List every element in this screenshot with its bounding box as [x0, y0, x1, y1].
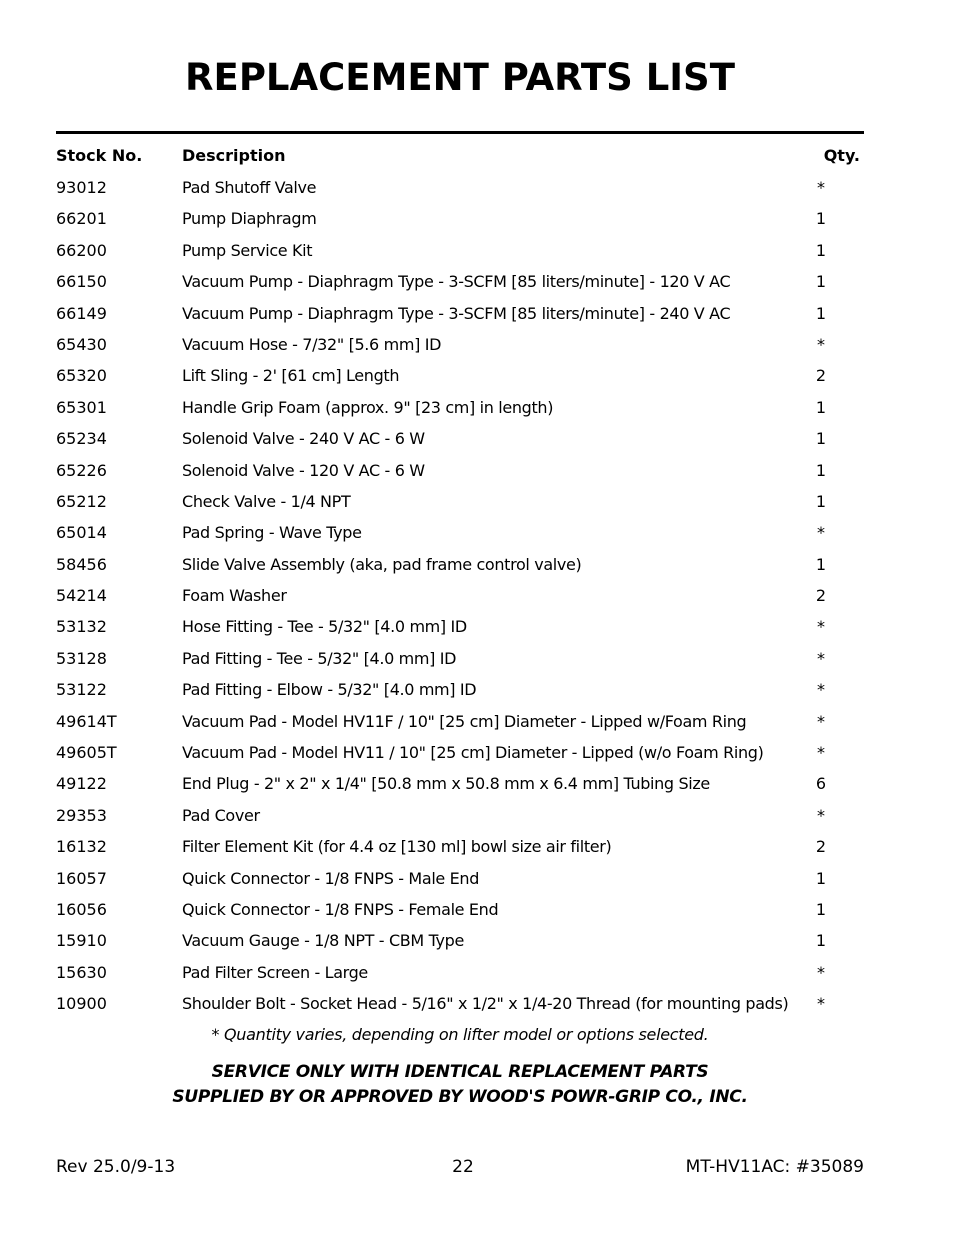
part-quantity: 1: [815, 429, 827, 449]
part-quantity: 6: [815, 774, 827, 794]
part-description: Pad Shutoff Valve: [182, 178, 317, 197]
stock-number: 66150: [56, 272, 107, 292]
part-quantity: 1: [815, 491, 827, 511]
part-description: Foam Washer: [182, 586, 287, 606]
column-header-stock: Stock No.: [56, 146, 143, 165]
part-quantity: 2: [815, 586, 827, 606]
stock-number: 16056: [56, 899, 107, 919]
stock-number: 65234: [56, 429, 107, 449]
part-quantity: *: [817, 523, 825, 543]
stock-number: 15910: [56, 931, 107, 951]
stock-number: 15630: [56, 962, 107, 982]
part-quantity: *: [817, 648, 825, 668]
table-row: [56, 486, 864, 517]
part-description: Pad Cover: [182, 805, 260, 825]
part-quantity: 1: [815, 931, 827, 951]
part-quantity: *: [817, 680, 825, 700]
table-row: [56, 643, 864, 674]
column-header-description: Description: [182, 146, 286, 165]
service-notice-line-1: SERVICE ONLY WITH IDENTICAL REPLACEMENT PARTS: [211, 1062, 709, 1082]
stock-number: 53128: [56, 648, 107, 668]
table-row: [56, 392, 864, 423]
part-description: Filter Element Kit (for 4.4 oz [130 ml] bowl size air filter): [182, 837, 612, 857]
table-row: [56, 203, 864, 234]
table-row: [56, 800, 864, 831]
part-description: Handle Grip Foam (approx. 9" [23 cm] in length): [182, 397, 554, 417]
table-row: [56, 957, 864, 988]
part-quantity: 2: [815, 837, 827, 857]
stock-number: 29353: [56, 805, 107, 825]
part-quantity: 1: [815, 303, 827, 323]
stock-number: 49122: [56, 774, 107, 794]
part-quantity: 1: [815, 240, 827, 260]
table-row: [56, 611, 864, 642]
header-divider: [56, 131, 864, 134]
part-quantity: *: [817, 617, 825, 637]
stock-number: 65212: [56, 491, 107, 511]
stock-number: 49614T: [56, 711, 117, 731]
part-description: Pad Spring - Wave Type: [182, 523, 362, 543]
part-description: Pad Fitting - Elbow - 5/32" [4.0 mm] ID: [182, 680, 477, 700]
stock-number: 53132: [56, 617, 107, 637]
table-row: [56, 737, 864, 768]
part-quantity: 1: [815, 397, 827, 417]
part-description: Pump Service Kit: [182, 240, 313, 260]
part-description: End Plug - 2" x 2" x 1/4" [50.8 mm x 50.8 mm x 6.4 mm] Tubing Size: [182, 774, 710, 794]
part-quantity: 1: [815, 460, 827, 480]
part-description: Vacuum Gauge - 1/8 NPT - CBM Type: [182, 931, 464, 951]
part-description: Solenoid Valve - 240 V AC - 6 W: [182, 429, 425, 449]
table-row: [56, 329, 864, 360]
table-row: [56, 423, 864, 454]
part-description: Quick Connector - 1/8 FNPS - Male End: [182, 868, 479, 888]
stock-number: 93012: [56, 178, 107, 197]
table-row: [56, 235, 864, 266]
part-quantity: 1: [815, 554, 827, 574]
page-title: REPLACEMENT PARTS LIST: [185, 56, 735, 99]
table-row: [56, 674, 864, 705]
part-quantity: *: [817, 962, 825, 982]
table-row: [56, 580, 864, 611]
stock-number: 66200: [56, 240, 107, 260]
table-row: [56, 266, 864, 297]
table-row: [56, 768, 864, 799]
stock-number: 65014: [56, 523, 107, 543]
footer-page-number: 22: [452, 1157, 474, 1177]
part-quantity: 1: [815, 272, 827, 292]
part-quantity: *: [817, 178, 825, 197]
table-row: [56, 706, 864, 737]
part-quantity: *: [817, 805, 825, 825]
part-quantity: 1: [815, 899, 827, 919]
part-description: Lift Sling - 2' [61 cm] Length: [182, 366, 400, 386]
table-row: [56, 455, 864, 486]
table-row: [56, 831, 864, 862]
table-row: [56, 172, 864, 203]
stock-number: 65430: [56, 334, 107, 354]
stock-number: 10900: [56, 994, 107, 1014]
stock-number: 65301: [56, 397, 107, 417]
part-quantity: *: [817, 743, 825, 763]
stock-number: 53122: [56, 680, 107, 700]
stock-number: 66149: [56, 303, 107, 323]
footer-document-id: MT-HV11AC: #35089: [685, 1157, 864, 1177]
part-description: Pump Diaphragm: [182, 209, 317, 229]
stock-number: 58456: [56, 554, 107, 574]
part-description: Vacuum Hose - 7/32" [5.6 mm] ID: [182, 334, 442, 354]
part-description: Quick Connector - 1/8 FNPS - Female End: [182, 899, 499, 919]
part-description: Pad Filter Screen - Large: [182, 962, 368, 982]
stock-number: 65226: [56, 460, 107, 480]
stock-number: 54214: [56, 586, 107, 606]
quantity-footnote: * Quantity varies, depending on lifter model or options selected.: [211, 1025, 709, 1044]
part-description: Solenoid Valve - 120 V AC - 6 W: [182, 460, 425, 480]
stock-number: 16057: [56, 868, 107, 888]
part-description: Vacuum Pad - Model HV11F / 10" [25 cm] Diameter - Lipped w/Foam Ring: [182, 711, 747, 731]
part-description: Vacuum Pump - Diaphragm Type - 3-SCFM [85 liters/minute] - 120 V AC: [182, 272, 731, 292]
part-quantity: *: [817, 711, 825, 731]
table-row: [56, 894, 864, 925]
table-row: [56, 988, 864, 1019]
table-row: [56, 549, 864, 580]
part-description: Vacuum Pad - Model HV11 / 10" [25 cm] Diameter - Lipped (w/o Foam Ring): [182, 743, 764, 763]
table-row: [56, 925, 864, 956]
part-description: Check Valve - 1/4 NPT: [182, 491, 351, 511]
service-notice-line-2: SUPPLIED BY OR APPROVED BY WOOD'S POWR-GRIP CO., INC.: [172, 1087, 748, 1107]
stock-number: 66201: [56, 209, 107, 229]
table-row: [56, 298, 864, 329]
table-row: [56, 360, 864, 391]
part-description: Pad Fitting - Tee - 5/32" [4.0 mm] ID: [182, 648, 457, 668]
stock-number: 16132: [56, 837, 107, 857]
footer-revision: Rev 25.0/9-13: [56, 1157, 176, 1177]
part-quantity: *: [817, 334, 825, 354]
part-description: Vacuum Pump - Diaphragm Type - 3-SCFM [85 liters/minute] - 240 V AC: [182, 303, 731, 323]
part-description: Slide Valve Assembly (aka, pad frame control valve): [182, 554, 582, 574]
table-row: [56, 517, 864, 548]
part-quantity: 1: [815, 209, 827, 229]
table-row: [56, 863, 864, 894]
parts-table: [56, 172, 864, 1020]
part-quantity: 1: [815, 868, 827, 888]
stock-number: 49605T: [56, 743, 117, 763]
stock-number: 65320: [56, 366, 107, 386]
column-header-qty: Qty.: [823, 146, 860, 165]
part-description: Hose Fitting - Tee - 5/32" [4.0 mm] ID: [182, 617, 467, 637]
part-description: Shoulder Bolt - Socket Head - 5/16" x 1/2" x 1/4-20 Thread (for mounting pads): [182, 994, 789, 1014]
part-quantity: *: [817, 994, 825, 1014]
part-quantity: 2: [815, 366, 827, 386]
